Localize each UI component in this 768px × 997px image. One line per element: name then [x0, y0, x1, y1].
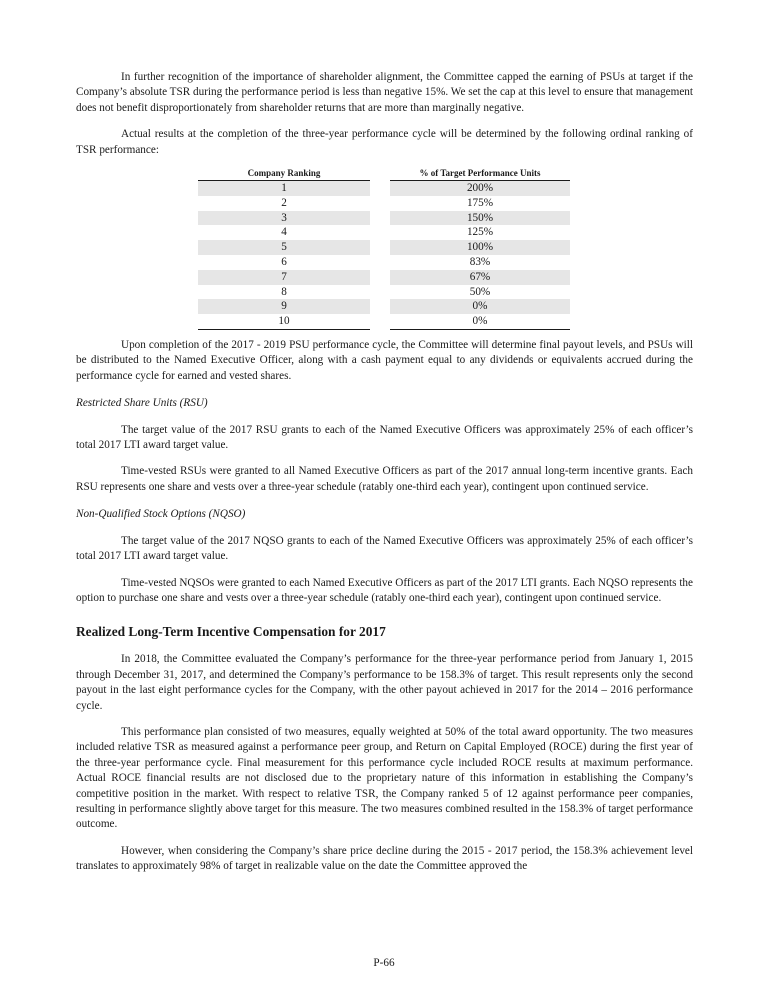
- pct-cell: 200%: [390, 181, 570, 196]
- rank-cell: 6: [281, 256, 287, 269]
- pct-cell: 67%: [390, 270, 570, 285]
- rsu-subheading: Restricted Share Units (RSU): [76, 397, 208, 410]
- paragraph-performance-measures: This performance plan consisted of two measures, equally weighted at 50% of the total award opportunity. The two measures included relative TSR as measured against a performance peer group, and Return on Capital Employed (ROCE) during the first year of the three-year performance cycle. Final measurement for this performance cycle included ROCE results at maximum performance. Actual ROCE financial results are not disclosed due to the proprietary nature of this information in establishing the Company’s competitive position in the market. With respect to relative TSR, the Company ranked 5 of 12 against performance peer companies, resulting in performance slightly above target for this measure. The two measures combined resulted in the 158.3% of target performance outcome.: [76, 725, 693, 831]
- paragraph-nqso-vesting: Time-vested NQSOs were granted to each Named Executive Officers as part of the 2017 LTI grants. Each NQSO represents the option to purchase one share and vests over a three-year schedule (ratably one-third each year), contingent upon continued service.: [76, 576, 693, 604]
- pct-cell: 150%: [390, 211, 570, 226]
- pct-cell: 0%: [390, 314, 570, 330]
- paragraph-rsu-target: The target value of the 2017 RSU grants to each of the Named Executive Officers was approximately 25% of each officer’s total 2017 LTI award target value.: [76, 423, 693, 452]
- pct-cell: 100%: [390, 240, 570, 255]
- nqso-subheading: Non-Qualified Stock Options (NQSO): [76, 508, 246, 521]
- paragraph-psu-payout: Upon completion of the 2017 - 2019 PSU performance cycle, the Committee will determine final payout levels, and PSUs will be distributed to the Named Executive Officer, along with a cash payment equal to any dividends or equivalents accrued during the performance cycle for earned and vested shares.: [76, 339, 693, 382]
- paragraph-tsr-cap: In further recognition of the importance of shareholder alignment, the Committee capped the earning of PSUs at target if the Company’s absolute TSR during the performance period is less than negative 15%. We set the cap at this level to ensure that management does not benefit disproportionately from shareholder returns that are more than marginally negative.: [76, 71, 693, 114]
- rank-cell: 9: [198, 299, 370, 314]
- rank-cell: 10: [198, 314, 370, 330]
- rank-cell: 8: [281, 285, 287, 298]
- paragraph-rsu-vesting: Time-vested RSUs were granted to all Named Executive Officers as part of the 2017 annual long-term incentive grants. Each RSU represents one share and vests over a three-year schedule (ratably one-third each year), contingent upon continued service.: [76, 465, 693, 493]
- rank-cell: 1: [198, 181, 370, 196]
- section-heading: Realized Long-Term Incentive Compensation for 2017: [76, 624, 386, 640]
- rank-cell: 4: [281, 226, 287, 239]
- page-number: P-66: [373, 957, 395, 969]
- paragraph-ordinal-ranking: Actual results at the completion of the three-year performance cycle will be determined by the following ordinal ranking of TSR performance:: [76, 128, 693, 156]
- tsr-ranking-table: [76, 167, 693, 327]
- rank-cell: 2: [281, 196, 287, 209]
- rank-cell: 5: [198, 240, 370, 255]
- paragraph-nqso-target: The target value of the 2017 NQSO grants to each of the Named Executive Officers was approximately 25% of each officer’s total 2017 LTI award target value.: [76, 534, 693, 563]
- pct-cell: 125%: [466, 226, 494, 239]
- paragraph-2018-evaluation: In 2018, the Committee evaluated the Company’s performance for the three-year performance period from January 1, 2015 through December 31, 2017, and determined the Company’s performance to be 158.3% of target. This result represents only the second payout in the last eight performance cycles for the Company, with the other payout achieved in 2017 for the 2014 – 2016 performance cycle.: [76, 653, 693, 712]
- pct-cell: 83%: [469, 256, 491, 269]
- pct-cell: 50%: [469, 285, 491, 298]
- company-ranking-column: [198, 167, 370, 330]
- rank-cell: 3: [198, 211, 370, 226]
- paragraph-share-price-decline: However, when considering the Company’s share price decline during the 2015 - 2017 period, the 158.3% achievement level translates to approximately 98% of target in realizable value on the date the Committee approved the: [76, 844, 693, 873]
- document-page: [76, 70, 693, 875]
- rank-cell: 7: [198, 270, 370, 285]
- target-units-header: % of Target Performance Units: [390, 167, 570, 181]
- company-ranking-header: Company Ranking: [198, 167, 370, 181]
- target-units-column: [390, 167, 570, 330]
- pct-cell: 0%: [390, 299, 570, 314]
- pct-cell: 175%: [466, 196, 494, 209]
